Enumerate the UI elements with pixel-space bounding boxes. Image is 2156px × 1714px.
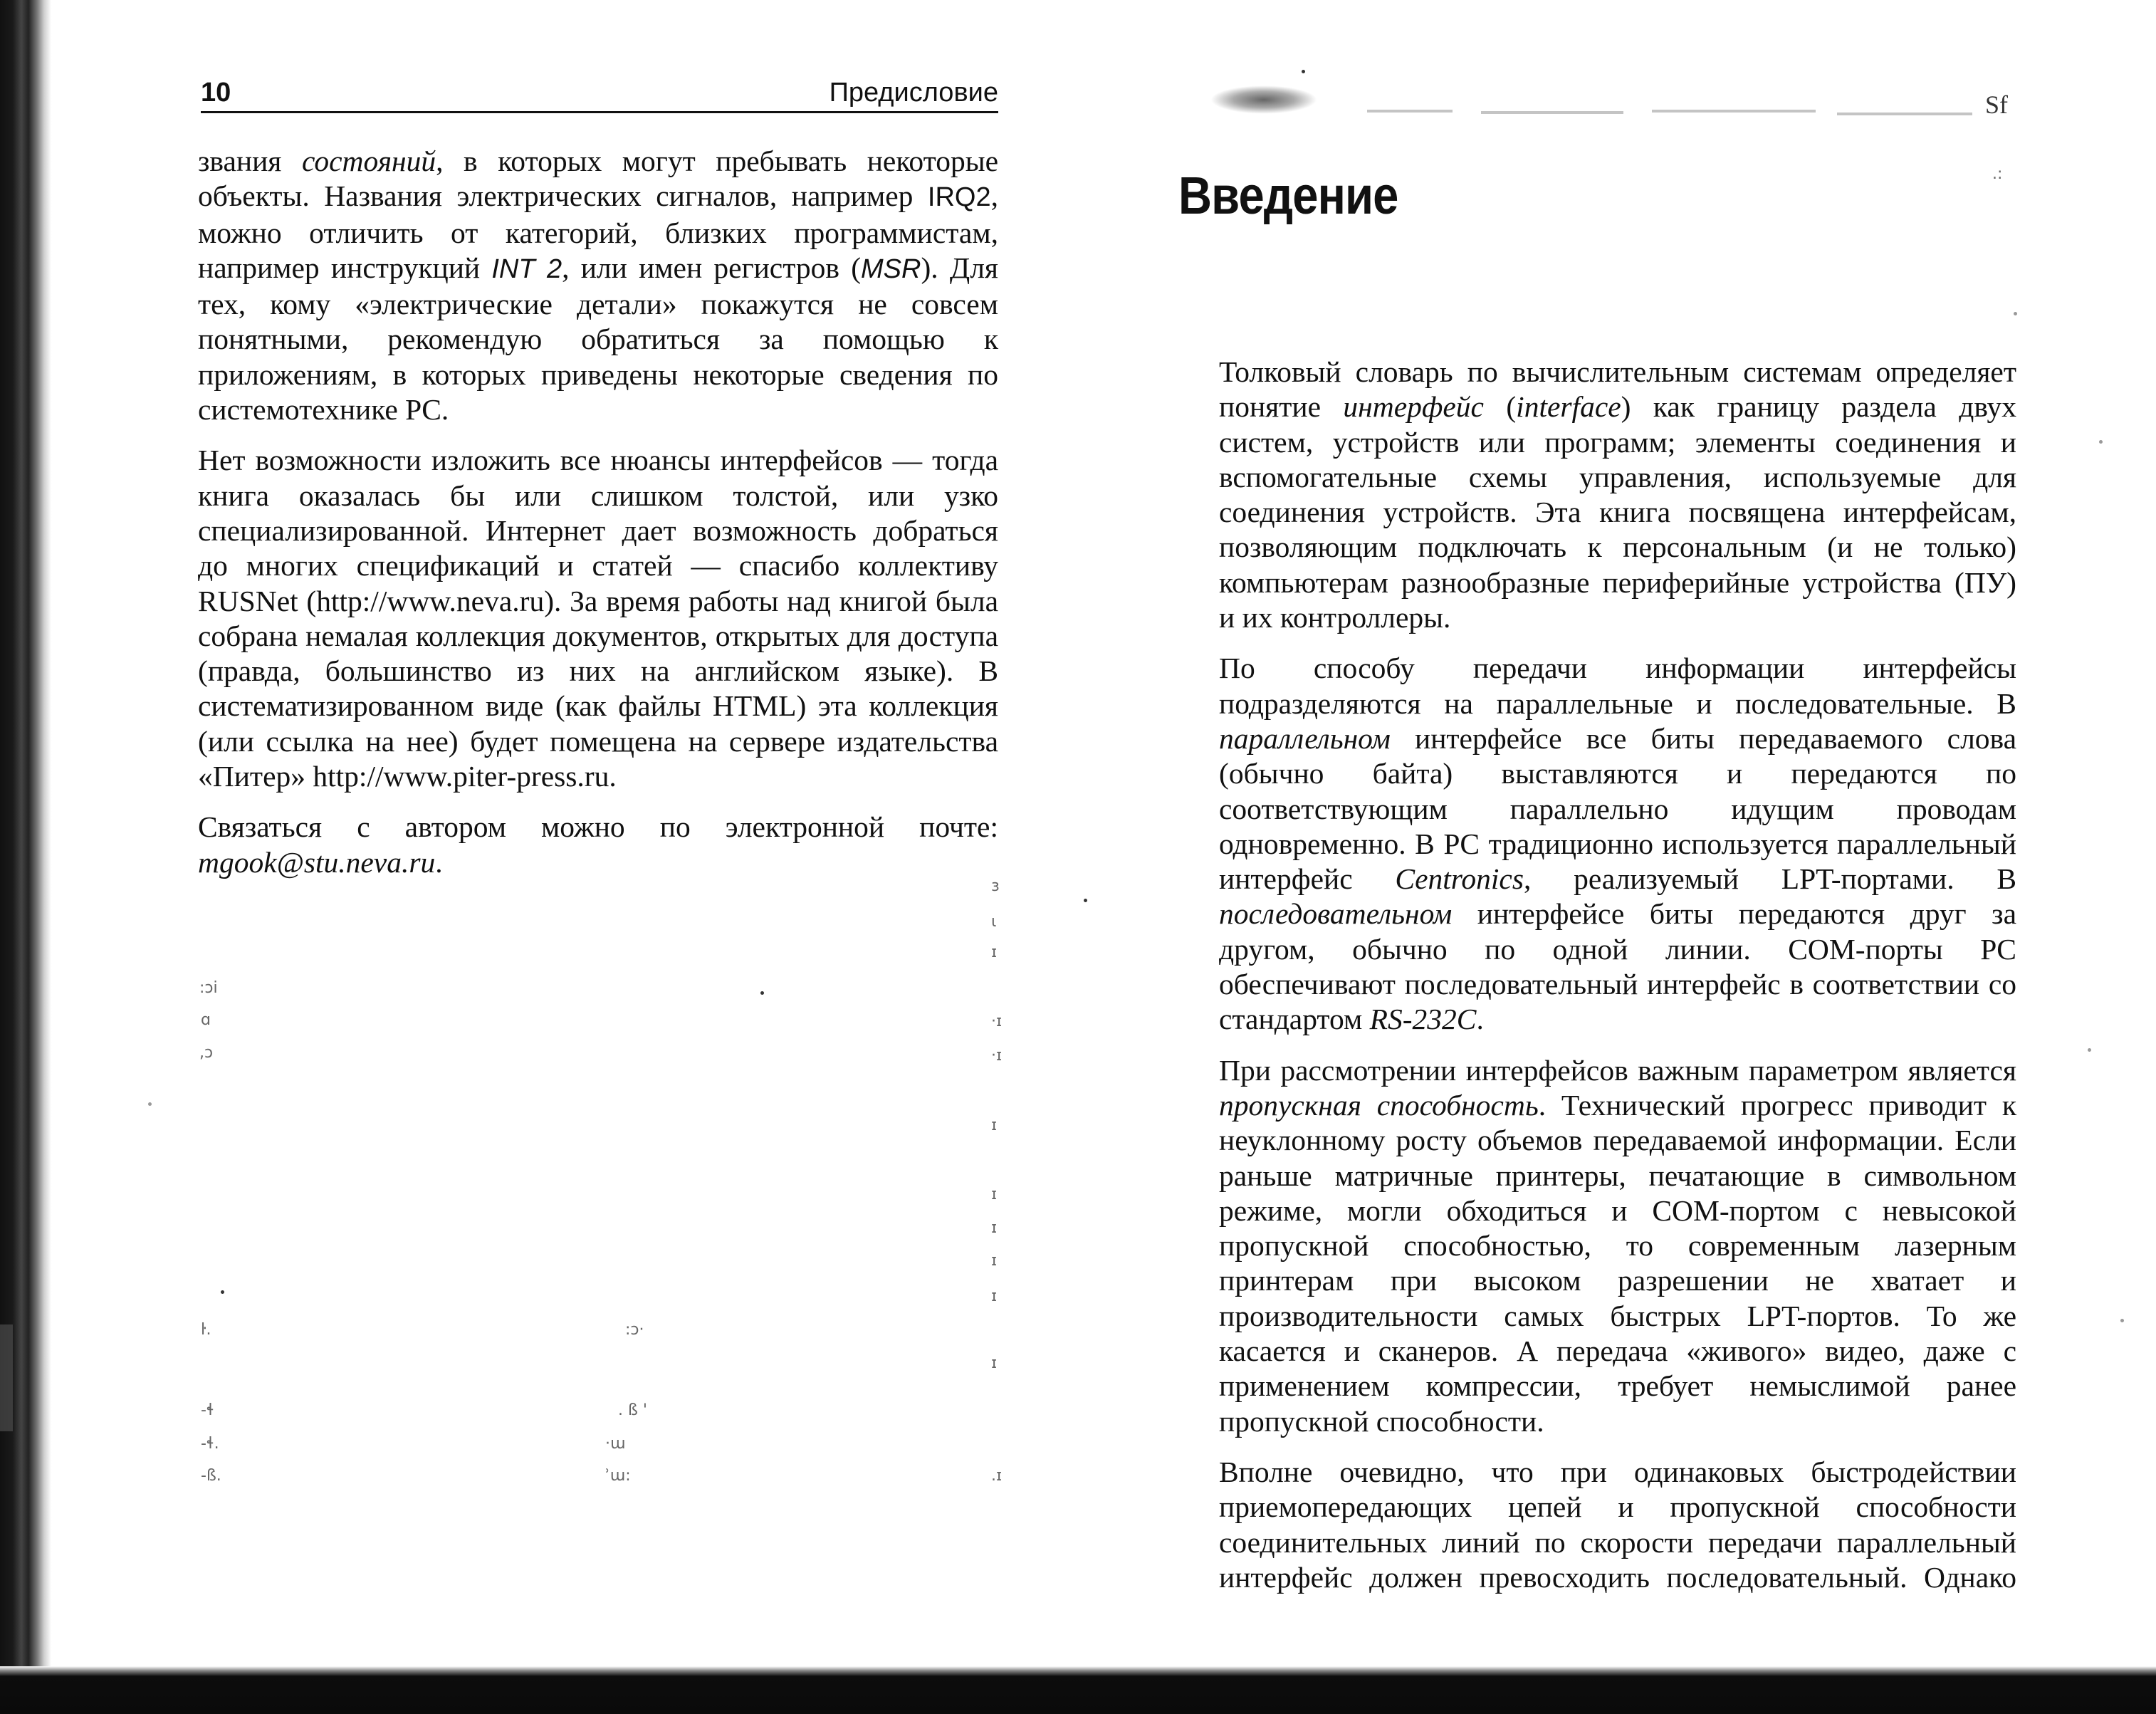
text-run: , можно отличить от категорий, близких программистам, например инструкций bbox=[198, 179, 998, 284]
ink-smudge bbox=[1837, 113, 1972, 115]
author-email: mgook@stu.neva.ru bbox=[198, 845, 436, 879]
text-run: При рассмотрении интерфейсов важным параметром является bbox=[1219, 1053, 2016, 1087]
text-run: По способу передачи информации интерфейсы подразделяются на параллельные и последовательные. В bbox=[1219, 652, 2016, 720]
register-name: MSR bbox=[861, 254, 921, 284]
right-paragraph-2 bbox=[1219, 651, 2016, 1037]
scan-artifact: ɪ bbox=[991, 1186, 998, 1203]
left-paragraph-2 bbox=[198, 443, 998, 794]
scan-artifact: . ß ' bbox=[618, 1401, 647, 1419]
left-paragraph-3 bbox=[198, 810, 998, 880]
scan-speck bbox=[148, 1102, 152, 1106]
text-run: , реализуемый LPT-портами. В bbox=[1524, 862, 2016, 896]
ink-smudge bbox=[1652, 110, 1816, 113]
left-page-header bbox=[201, 71, 998, 113]
text-run: ). Для тех, кому «электрические детали» покажутся не совсем понятными, рекомендую обратиться за помощью к приложениям, в которых приведены некоторые сведения по системотехнике PC. bbox=[198, 251, 998, 427]
text-run: Связаться с автором можно по электронной почте: bbox=[198, 810, 998, 844]
text-run: интерфейсе все биты передаваемого слова (обычно байта) выставляются и передаются по соответствующим параллельно идущим проводам одновременно. В PC традиционно используется параллельный интерфейс bbox=[1219, 721, 2016, 896]
scan-artifact: ɪ bbox=[991, 944, 998, 961]
right-paragraph-4 bbox=[1219, 1455, 2016, 1595]
scan-artifact: ɪ bbox=[991, 1287, 998, 1305]
term-italic: пропускная способность bbox=[1219, 1088, 1539, 1122]
text-run: Нет возможности изложить все нюансы интерфейсов — тогда книга оказалась бы или слишком толстой, или узко специализированной. Интернет дает возможность добраться до многих спецификаций и статей — спасибо коллективу RUSNet (http://www.neva.ru). За время работы над книгой была собрана немалая коллекция документов, открытых для доступа (правда, большинство из них на английском языке). В систематизированном виде (как файлы HTML) эта коллекция (или ссылка на нее) будет помещена на сервере издательства «Питер» http://www.piter-press.ru. bbox=[198, 444, 998, 793]
right-page-body bbox=[1219, 355, 2016, 1611]
scan-artifact: ·ɪ bbox=[991, 1013, 1003, 1030]
scan-speck bbox=[760, 991, 764, 995]
scan-artifact: ·ɪ bbox=[991, 1047, 1003, 1065]
binding-edge-band bbox=[0, 1324, 13, 1431]
signal-name: IRQ2 bbox=[927, 182, 991, 213]
scan-artifact: ,ɔ bbox=[199, 1044, 214, 1062]
scan-artifact: ɪ bbox=[991, 1117, 998, 1134]
standard-name: RS-232C bbox=[1369, 1003, 1477, 1036]
scan-artifact: :ɔi bbox=[199, 979, 218, 997]
chapter-title: Введение bbox=[1178, 166, 1398, 225]
scan-artifact: ɜ bbox=[991, 877, 1000, 895]
text-run: , или имен регистров ( bbox=[562, 251, 862, 284]
scan-artifact: ·ɯ bbox=[605, 1435, 626, 1453]
scan-speck bbox=[221, 1290, 224, 1294]
scan-speck bbox=[2099, 440, 2103, 444]
scan-speck bbox=[2120, 1319, 2124, 1322]
scan-artifact: .ɪ bbox=[991, 1467, 1003, 1485]
term-italic: интерфейс bbox=[1343, 390, 1484, 424]
text-run: ) как границу раздела двух систем, устройств или программ; элементы соединения и вспомогательные схемы управления, используемые для соединения устройств. Эта книга посвящена интерфейсам, позволяющим подключать к персональным (и не только) компьютерам разнообразные периферийные устройства (ПУ) и их контроллеры. bbox=[1219, 390, 2016, 634]
scan-artifact: -ß. bbox=[201, 1467, 221, 1485]
instruction-name: INT 2 bbox=[491, 254, 562, 284]
ink-smudge bbox=[1210, 85, 1317, 114]
scan-artifact: ŀ. bbox=[201, 1321, 211, 1339]
right-paragraph-3 bbox=[1219, 1053, 2016, 1439]
corner-mark: Sf bbox=[1984, 90, 2008, 119]
text-run: , в которых могут пребывать некоторые объекты. Названия электрических сигналов, например bbox=[198, 145, 998, 213]
ink-smudge bbox=[1481, 111, 1623, 114]
left-paragraph-1 bbox=[198, 144, 998, 427]
text-run: . Технический прогресс приводит к неуклонному росту объемов передаваемой информации. Если раньше матричные принтеры, печатающие в символьном режиме, могли обходиться и COM-портом с невысокой пропускной способностью, то современным лазерным принтерам при высоком разрешении не хватает и производительности самых быстрых LPT-портов. То же касается и сканеров. А передача «живого» видео, даже с применением компрессии, требует немыслимой ранее пропускной способности. bbox=[1219, 1088, 2016, 1438]
term-italic: Centronics bbox=[1395, 862, 1524, 896]
text-run: Толковый словарь по вычислительным системам определяет понятие bbox=[1219, 355, 2016, 424]
left-page-body bbox=[198, 144, 998, 896]
scan-artifact: ɩ bbox=[991, 913, 997, 931]
scan-speck bbox=[1302, 70, 1305, 73]
text-run: звания bbox=[198, 145, 302, 177]
scan-artifact: ɑ bbox=[201, 1011, 211, 1029]
right-page-header bbox=[1210, 85, 2008, 121]
scan-artifact: ʾɯ: bbox=[605, 1467, 631, 1485]
scan-speck bbox=[2014, 312, 2017, 315]
scan-bottom-edge bbox=[0, 1666, 2156, 1714]
scan-artifact: -ɬ bbox=[201, 1401, 214, 1419]
binding-edge bbox=[0, 0, 51, 1714]
page-number: 10 bbox=[201, 78, 231, 108]
ink-smudge bbox=[1367, 110, 1453, 113]
running-head: Предисловие bbox=[829, 78, 998, 108]
scan-artifact: ɪ bbox=[991, 1354, 998, 1372]
text-run: . bbox=[435, 845, 443, 879]
right-paragraph-1 bbox=[1219, 355, 2016, 635]
text-run: ( bbox=[1483, 390, 1517, 424]
text-run: Вполне очевидно, что при одинаковых быстродействии приемопередающих цепей и пропускной способности соединительных линий по скорости передачи параллельный интерфейс должен превосходить последовательный. Однако bbox=[1219, 1455, 2016, 1594]
scan-artifact: ɪ bbox=[991, 1219, 998, 1237]
scan-artifact: ɪ bbox=[991, 1252, 998, 1270]
scan-speck bbox=[1084, 899, 1087, 902]
text-run-italic: состояний bbox=[301, 145, 436, 177]
scan-artifact: .: bbox=[1992, 165, 2003, 183]
scan-artifact: :ɔ· bbox=[625, 1321, 644, 1339]
term-italic: последовательном bbox=[1219, 897, 1453, 931]
text-run: . bbox=[1476, 1003, 1484, 1036]
scan-speck bbox=[2088, 1048, 2091, 1052]
term-italic: interface bbox=[1516, 390, 1621, 424]
text-run: интерфейсе биты передаются друг за другом, обычно по одной линии. COM-порты PC обеспечивают последовательный интерфейс в соответствии со стандартом bbox=[1219, 897, 2016, 1036]
scan-artifact: -ɬ. bbox=[201, 1435, 219, 1453]
term-italic: параллельном bbox=[1219, 721, 1391, 755]
